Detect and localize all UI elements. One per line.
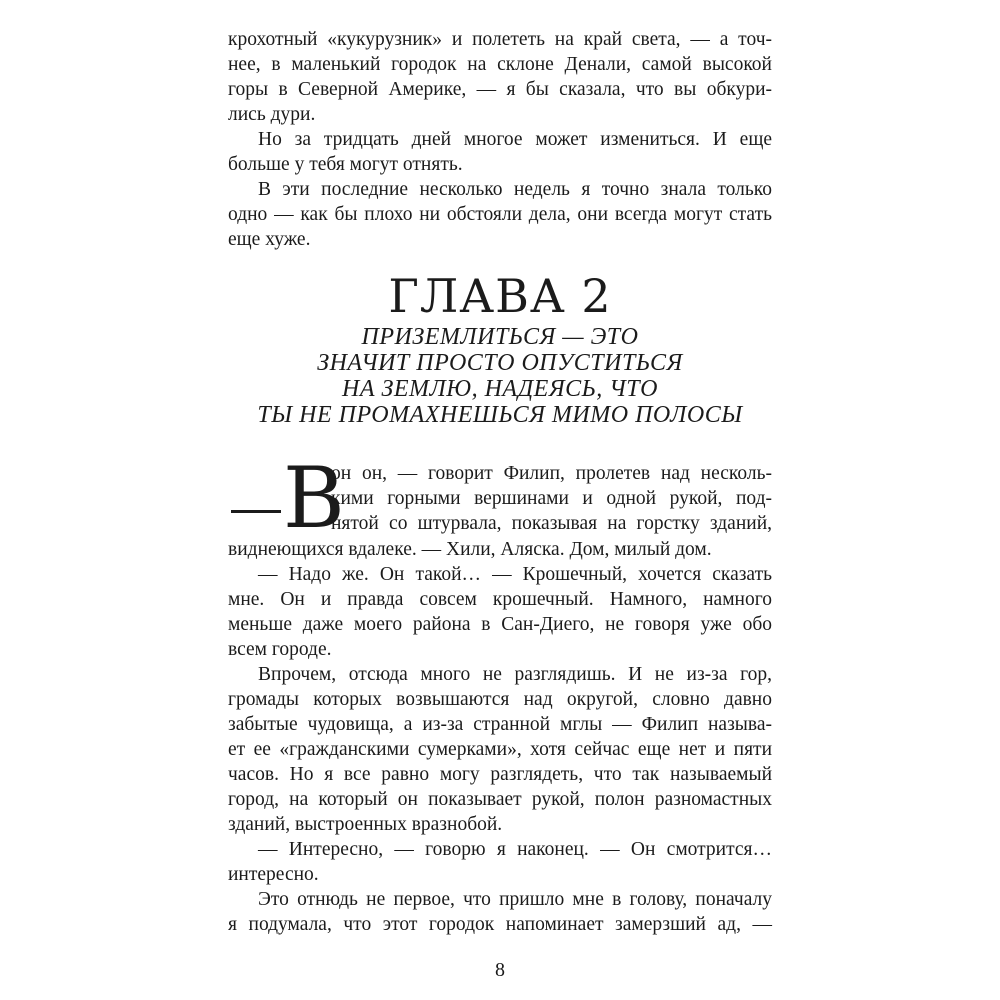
text-line: он он, — говорит Филип, пролетев над несколь- xyxy=(331,463,772,484)
text-line: ет ее «гражданскими сумерками», хотя сейчас еще нет и пяти xyxy=(228,739,772,760)
text-line: виднеющихся вдалеке. — Хили, Аляска. Дом, милый дом. xyxy=(228,539,712,560)
text-line: В эти последние несколько недель я точно знала только xyxy=(258,179,772,200)
text-line: крохотный «кукурузник» и полететь на край света, — а точ- xyxy=(228,29,772,50)
text-line: всем городе. xyxy=(228,639,332,660)
text-line: меньше даже моего района в Сан-Диего, не говоря уже обо xyxy=(228,614,772,635)
chapter-title: ГЛАВА 2 xyxy=(388,269,612,323)
text-line: — Надо же. Он такой… — Крошечный, хочется сказать xyxy=(258,564,772,585)
text-line: мне. Он и правда совсем крошечный. Намного, намного xyxy=(228,589,772,610)
text-line: Впрочем, отсюда много не разглядишь. И не из-за гор, xyxy=(258,664,772,685)
text-line: кими горными вершинами и одной рукой, под- xyxy=(331,488,772,509)
text-line: еще хуже. xyxy=(228,229,311,250)
text-line: Это отнюдь не первое, что пришло мне в голову, поначалу xyxy=(258,889,772,910)
text-line: одно — как бы плохо ни обстояли дела, они всегда могут стать xyxy=(228,204,772,225)
text-line: — Интересно, — говорю я наконец. — Он смотрится… xyxy=(258,839,772,860)
text-line: больше у тебя могут отнять. xyxy=(228,154,463,175)
text-line: забытые чудовища, а из-за странной мглы — Филип называ- xyxy=(228,714,772,735)
text-line: громады которых возвышаются над округой, словно давно xyxy=(228,689,772,710)
page-number: 8 xyxy=(495,959,505,981)
text-line: интересно. xyxy=(228,864,319,885)
text-line: Но за тридцать дней многое может измениться. И еще xyxy=(258,129,772,150)
text-line: часов. Но я все равно могу разглядеть, что так называемый xyxy=(228,764,772,785)
text-line: нятой со штурвала, показывая на горстку зданий, xyxy=(331,513,772,534)
subtitle-line: ЗНАЧИТ ПРОСТО ОПУСТИТЬСЯ xyxy=(317,350,683,376)
subtitle-line: ТЫ НЕ ПРОМАХНЕШЬСЯ МИМО ПОЛОСЫ xyxy=(257,402,743,428)
text-line: город, на который он показывает рукой, полон разномастных xyxy=(228,789,772,810)
dialogue-dash xyxy=(231,510,281,513)
text-line: лись дури. xyxy=(228,104,316,125)
text-line: нее, в маленький городок на склоне Денали, самой высокой xyxy=(228,54,772,75)
text-line: я подумала, что этот городок напоминает замерзший ад, — xyxy=(228,914,772,935)
subtitle-line: ПРИЗЕМЛИТЬСЯ — ЭТО xyxy=(361,324,639,350)
drop-cap: В xyxy=(283,449,345,547)
subtitle-line: НА ЗЕМЛЮ, НАДЕЯСЬ, ЧТО xyxy=(342,376,658,402)
text-line: зданий, выстроенных вразнобой. xyxy=(228,814,503,835)
chapter-subtitle xyxy=(200,324,800,428)
text-line: горы в Северной Америке, — я бы сказала, что вы обкури- xyxy=(228,79,772,100)
